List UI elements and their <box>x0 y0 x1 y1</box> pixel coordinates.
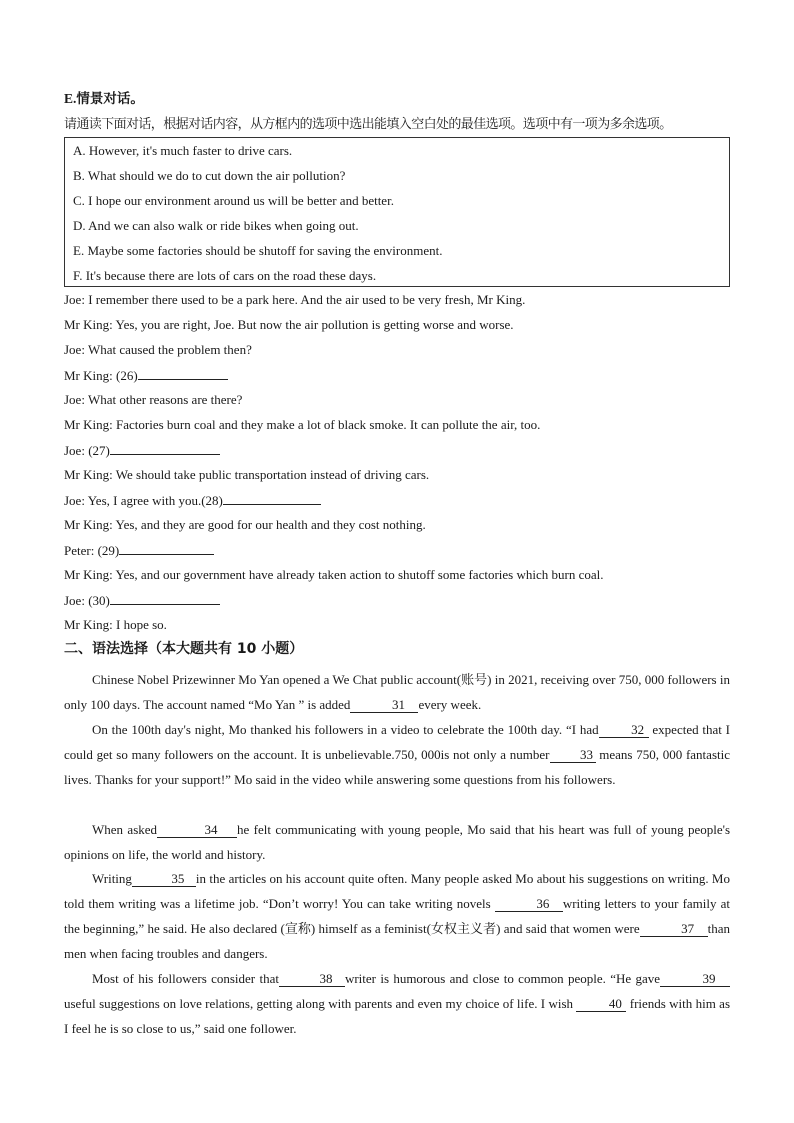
dialogue-line: Mr King: We should take public transportation instead of driving cars. <box>64 467 430 482</box>
blank-32[interactable]: 32 <box>599 723 649 738</box>
dialogue-line-27 <box>64 442 730 459</box>
paragraph-text: means 750, 000 fantastic lives. Thanks for your support!” Mo said in the video while answering some questions from his followers. <box>64 747 730 787</box>
dialogue-line: Joe: I remember there used to be a park here. And the air used to be very fresh, Mr King. <box>64 292 526 307</box>
paragraph-text: writing letters to your family at the beginning,” he said. He also declared (宣称) himself as a feminist(女权主义者) and said that women were <box>64 896 731 936</box>
option-e: E. Maybe some factories should be shutoff for saving the environment. <box>73 243 443 258</box>
dialogue-line: Joe: What other reasons are there? <box>64 392 243 407</box>
blank-39[interactable]: 39 <box>660 972 730 987</box>
option-f: F. It's because there are lots of cars on the road these days. <box>73 268 377 283</box>
dialogue-line-29 <box>64 542 730 559</box>
section-e-instruction: 请通读下面对话，根据对话内容，从方框内的选项中选出能填入空白处的最佳选项。选项中有一项为多余选项。 <box>64 117 672 132</box>
paragraph-text: friends with him as I feel he is so close to us,” said one follower. <box>64 996 731 1036</box>
paragraph-text: every week. <box>418 697 482 712</box>
dialogue-line-26 <box>64 367 730 384</box>
paragraph-text: in the articles on his account quite often. Many people asked Mo about his suggestions on writing. Mo told them writing was a lifetime job. “Don’t worry! You can take writing novels <box>64 871 730 911</box>
paragraph-5 <box>64 966 730 1041</box>
paragraph-text: he felt communicating with young people, Mo said that his heart was full of young people's opinions on life, the world and history. <box>64 822 731 862</box>
paragraph-text: Writing <box>92 871 132 886</box>
answer-blank-27[interactable] <box>110 442 220 455</box>
dialogue-speaker-text: Joe: (30) <box>64 593 110 608</box>
answer-blank-28[interactable] <box>223 492 321 505</box>
answer-blank-29[interactable] <box>119 542 214 555</box>
dialogue-line-28 <box>64 492 730 509</box>
dialogue-line: Mr King: Yes, and our government have already taken action to shutoff some factories which burn coal. <box>64 567 604 582</box>
blank-35[interactable]: 35 <box>132 872 196 887</box>
paragraph-text: than men when facing troubles and dangers. <box>64 921 730 961</box>
dialogue-line: Joe: What caused the problem then? <box>64 342 252 357</box>
paragraph-text: When asked <box>92 822 158 837</box>
dialogue-line: Mr King: Factories burn coal and they make a lot of black smoke. It can pollute the air, too. <box>64 417 541 432</box>
options-box <box>64 137 730 287</box>
paragraph-4 <box>64 866 730 966</box>
blank-33[interactable]: 33 <box>550 748 596 763</box>
paragraph-text: Chinese Nobel Prizewinner Mo Yan opened a We Chat public account(账号) in 2021, receiving over 750, 000 followers in only 100 days. The account named “Mo Yan ” is added <box>64 672 730 712</box>
dialogue-line: Mr King: I hope so. <box>64 617 167 632</box>
blank-37[interactable]: 37 <box>640 922 708 937</box>
answer-blank-30[interactable] <box>110 592 220 605</box>
dialogue-speaker-text: Joe: (27) <box>64 443 110 458</box>
paragraph-text: On the 100th day's night, Mo thanked his followers in a video to celebrate the 100th day. “I had <box>92 722 599 737</box>
blank-40[interactable]: 40 <box>576 997 626 1012</box>
blank-36[interactable]: 36 <box>495 897 563 912</box>
answer-blank-26[interactable] <box>138 367 228 380</box>
blank-38[interactable]: 38 <box>279 972 345 987</box>
section-2-title: 二、语法选择（本大题共有 10 小题） <box>64 641 304 657</box>
dialogue-speaker-text: Mr King: (26) <box>64 368 138 383</box>
dialogue-speaker-text: Peter: (29) <box>64 543 120 558</box>
dialogue-line: Mr King: Yes, and they are good for our health and they cost nothing. <box>64 517 426 532</box>
option-b: B. What should we do to cut down the air pollution? <box>73 168 346 183</box>
option-d: D. And we can also walk or ride bikes when going out. <box>73 218 359 233</box>
paragraph-text: Most of his followers consider that <box>92 971 279 986</box>
option-a: A. However, it's much faster to drive cars. <box>73 143 293 158</box>
paragraph-text: writer is humorous and close to common people. “He gave <box>344 971 660 986</box>
paragraph-2 <box>64 717 730 792</box>
paragraph-text: expected that I could get so many followers on the account. It is unbelievable.750, 000is not only a number <box>64 722 731 762</box>
paragraph-1 <box>64 667 730 717</box>
dialogue-speaker-text: Joe: Yes, I agree with you.(28) <box>64 493 223 508</box>
paragraph-3 <box>64 817 730 867</box>
paragraph-text: useful suggestions on love relations, getting along with parents and even my choice of life. I wish <box>64 996 574 1011</box>
dialogue-line: Mr King: Yes, you are right, Joe. But now the air pollution is getting worse and worse. <box>64 317 514 332</box>
dialogue-line-30 <box>64 592 730 609</box>
option-c: C. I hope our environment around us will be better and better. <box>73 193 394 208</box>
section-e-heading: E.情景对话。 <box>64 91 144 106</box>
blank-31[interactable]: 31 <box>350 698 418 713</box>
blank-34[interactable]: 34 <box>157 823 237 838</box>
